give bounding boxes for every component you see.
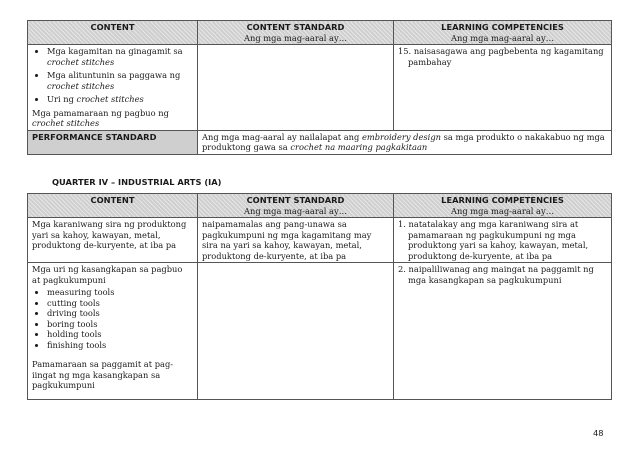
list-item: • measuring tools (47, 287, 193, 298)
list-item: • driving tools (47, 308, 193, 319)
table-row (28, 263, 612, 400)
performance-standard-row (28, 130, 612, 154)
list-item: • Mga alituntunin sa paggawa ng crochet stitches (47, 70, 193, 91)
performance-standard-text: Ang mga mag-aaral ay nailalapat ang embroidery design sa mga produkto o nakakabuo ng mga produktong gawa sa crochet na maaring pagkakitaan (198, 130, 612, 154)
table-row (28, 45, 612, 131)
content-standard-cell (198, 45, 394, 131)
competency-table-industrial-arts (27, 193, 612, 400)
list-item: • holding tools (47, 329, 193, 340)
performance-standard-label: PERFORMANCE STANDARD (28, 130, 198, 154)
content-cell (28, 263, 198, 400)
list-item: • Mga kagamitan na ginagamit sa crochet stitches (47, 46, 193, 67)
table-header-row (28, 21, 612, 45)
competency-cell: 2. naipaliliwanag ang maingat na paggamit ng mga kasangkapan sa pagkukumpuni (394, 263, 612, 400)
competency-table-crochet (27, 20, 612, 155)
competency-cell: 1. natatalakay ang mga karaniwang sira at pamamaraan ng pagkukumpuni ng mga produktong yari sa kahoy, kawayan, metal, produktong de-kuryente, at iba pa (394, 218, 612, 263)
content-note: Mga pamamaraan ng pagbuo ng crochet stitches (32, 107, 169, 128)
content-standard-cell (198, 263, 394, 400)
table-header-row (28, 194, 612, 218)
header-learning-competencies: LEARNING COMPETENCIES Ang mga mag-aaral ay… (394, 21, 612, 45)
content-cell (28, 45, 198, 131)
tools-intro: Mga uri ng kasangkapan sa pagbuo at pagkukumpuni (32, 264, 183, 285)
competency-cell: 15. naisasagawa ang pagbebenta ng kagamitang pambahay (394, 45, 612, 131)
tools-outro: Pamamaraan sa paggamit at pag-iingat ng mga kasangkapan sa pagkukumpuni (32, 359, 174, 390)
header-content-standard: CONTENT STANDARD Ang mga mag-aaral ay… (198, 194, 394, 218)
content-standard-cell: naipamamalas ang pang-unawa sa pagkukumpuni ng mga kagamitang may sira na yari sa kahoy, kawayan, metal, produktong de-kuryente, at iba pa (198, 218, 394, 263)
list-item: • cutting tools (47, 298, 193, 309)
table-row (28, 218, 612, 263)
header-content-standard: CONTENT STANDARD Ang mga mag-aaral ay… (198, 21, 394, 45)
quarter-title: QUARTER IV – INDUSTRIAL ARTS (IA) (52, 177, 222, 187)
header-content: CONTENT (28, 21, 198, 45)
list-item: • finishing tools (47, 340, 193, 351)
header-content: CONTENT (28, 194, 198, 218)
header-learning-competencies: LEARNING COMPETENCIES Ang mga mag-aaral ay… (394, 194, 612, 218)
content-cell: Mga karaniwang sira ng produktong yari sa kahoy, kawayan, metal, produktong de-kuryente, at iba pa (28, 218, 198, 263)
list-item: • Uri ng crochet stitches (47, 94, 193, 105)
tools-list (32, 287, 193, 350)
crochet-topics-list (32, 46, 193, 105)
page-number: 48 (593, 428, 604, 438)
list-item: • boring tools (47, 319, 193, 330)
